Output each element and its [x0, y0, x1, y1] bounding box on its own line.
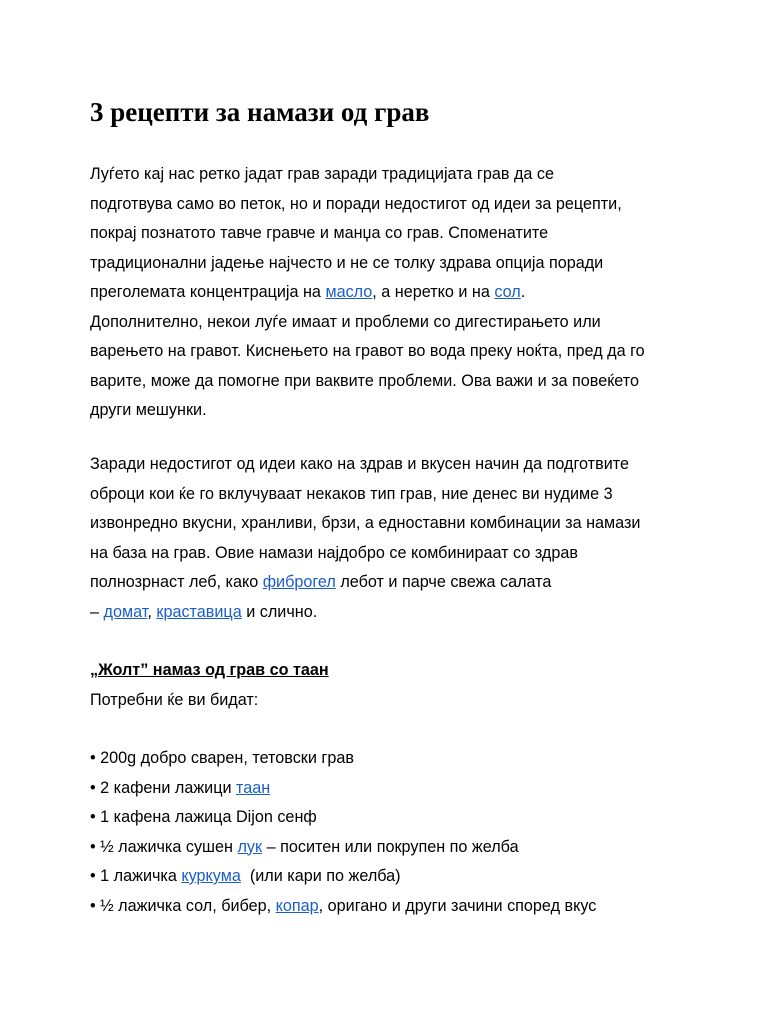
needed-label: Потребни ќе ви бидат: — [90, 690, 259, 709]
link-fibrogel[interactable]: фиброгел — [262, 573, 336, 591]
text-segment: – — [90, 602, 104, 621]
text-line: извонредно вкусни, хранливи, брзи, а едноставни комбинации за намази — [90, 514, 641, 532]
link-taan[interactable]: таан — [236, 778, 271, 797]
link-krastavica[interactable]: краставица — [156, 602, 242, 621]
text-line: подготвува само во петок, но и поради недостигот од идеи за рецепти, — [90, 194, 622, 213]
link-sol[interactable]: сол — [494, 283, 521, 301]
text-segment: и слично. — [241, 602, 318, 621]
recipe-heading: „Жолт” намаз од грав со таан — [90, 661, 329, 679]
text-line: покрај познатото тавче гравче и манџа со грав. Споменатите — [90, 224, 549, 242]
text-line: варите, може да помогне при ваквите проблеми. Ова важи и за повеќето — [90, 371, 640, 390]
text-segment: • 2 кафени лажици — [90, 778, 237, 797]
text-line — [90, 568, 690, 598]
text-segment: – поситен или покрупен по желба — [262, 837, 519, 856]
page-title: 3 рецепти за намази од грав — [90, 97, 430, 127]
list-item: • 200g добро сварен, тетовски грав — [90, 749, 354, 767]
list-item — [90, 833, 690, 863]
list-item — [90, 892, 690, 922]
text-line: традиционални јадење најчесто и не се толку здрава опција поради — [90, 253, 604, 272]
text-segment: • 1 лажичка — [90, 867, 182, 885]
text-segment: , оригано и други зачини според вкус — [318, 896, 597, 915]
text-line: други мешунки. — [90, 401, 207, 419]
text-segment: . — [520, 283, 526, 301]
text-line — [90, 598, 690, 628]
text-segment: • ½ лажичка сушен — [90, 837, 238, 856]
text-line: Луѓето кај нас ретко јадат грав заради традицијата грав да се — [90, 165, 554, 183]
link-kopar[interactable]: копар — [275, 896, 319, 915]
text-line: Заради недостигот од идеи како на здрав и вкусен начин да подготвите — [90, 455, 629, 473]
text-segment: преголемата концентрација на — [90, 283, 326, 301]
link-domat[interactable]: домат — [103, 602, 148, 621]
text-segment: (или кари по желба) — [240, 867, 401, 885]
text-segment: лебот и парче свежа салата — [335, 573, 552, 591]
ingredients-list — [90, 744, 690, 921]
intro-paragraph — [90, 160, 690, 426]
text-line: варењето на гравот. Киснењето на гравот во вода преку ноќта, пред да го — [90, 342, 645, 360]
link-kurkuma[interactable]: куркума — [181, 867, 241, 885]
text-line: Дополнително, некои луѓе имаат и проблеми со дигестирањето или — [90, 312, 601, 331]
link-luk[interactable]: лук — [237, 837, 263, 856]
list-item: • 1 кафена лажица Dijon сенф — [90, 808, 317, 826]
text-line: оброци кои ќе го вклучуваат некаков тип грав, ние денес ви нудиме 3 — [90, 484, 613, 503]
text-line: на база на грав. Овие намази најдобро се комбинираат со здрав — [90, 543, 578, 562]
second-paragraph — [90, 450, 690, 627]
link-maslo[interactable]: масло — [325, 283, 373, 301]
text-segment: , а неретко и на — [372, 283, 495, 301]
recipe-heading-block — [90, 656, 690, 715]
list-item — [90, 774, 690, 804]
text-line — [90, 278, 690, 308]
text-segment: полнозрнаст леб, како — [90, 573, 263, 591]
text-segment: , — [147, 602, 157, 621]
text-segment: • ½ лажичка сол, бибер, — [90, 896, 276, 915]
list-item — [90, 862, 690, 892]
